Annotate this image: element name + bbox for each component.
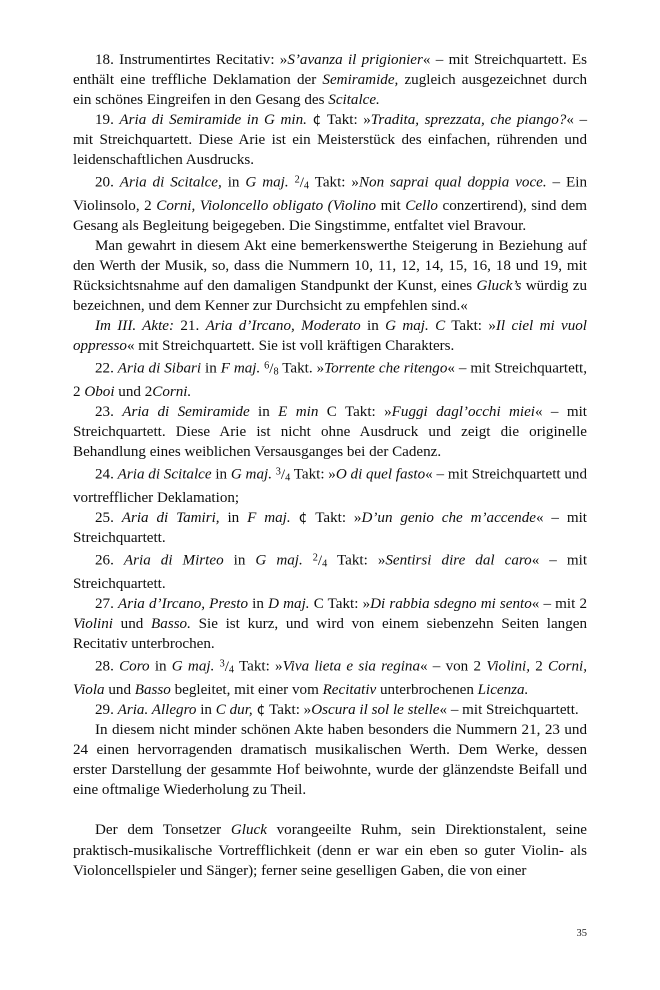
time-signature-3-4: $^3$/4: [275, 466, 291, 484]
alla-breve-icon: ¢: [256, 702, 266, 719]
italic-title: Torrente che ritengo: [324, 360, 448, 377]
italic-term: G maj.: [171, 658, 215, 675]
alla-breve-icon: ¢: [298, 510, 308, 527]
italic-term: F maj.: [247, 510, 291, 527]
time-signature-3-4: $^3$/4: [219, 658, 235, 676]
italic-term: Aria di Tamiri,: [121, 510, 220, 527]
paragraph-entry-28: 28. Coro in G maj. $^3$/4 Takt: »Viva lieta e sia regina« – von 2 Violini, 2 Corni, Viola und Basso begleitet, mit einer vom Recitativ unterbrochenen Licenza.: [73, 658, 588, 699]
text-column: [73, 50, 587, 881]
italic-term: Aria di Semiramide in G min.: [119, 112, 307, 129]
italic-title: Oscura il sol le stelle: [311, 702, 440, 719]
italic-term: Aria di Scitalce: [117, 466, 212, 483]
italic-title: O di quel fasto: [335, 466, 426, 483]
italic-title: Il ciel mi vuol oppresso: [73, 318, 587, 355]
italic-term: Gluck’s: [476, 278, 522, 295]
italic-term: Recitativ: [322, 682, 377, 699]
time-signature-2-4: $^2$/4: [294, 174, 310, 192]
italic-term: Aria d’Ircano, Moderato: [205, 318, 361, 335]
italic-title: S’avanza il prigionier: [287, 52, 423, 68]
italic-term: E min: [278, 404, 319, 421]
paragraph-entry-25: 25. Aria di Tamiri, in F maj. ¢ Takt: »D’un genio che m’accende« – mit Streichquartett.: [73, 510, 587, 547]
italic-term: Gluck: [230, 822, 267, 839]
alla-breve-icon: ¢: [312, 112, 322, 129]
italic-term: Oboi: [84, 384, 115, 401]
italic-term: Aria di Mirteo: [123, 552, 224, 569]
italic-term: Coro: [119, 658, 150, 675]
italic-term: Aria di Scitalce,: [119, 174, 222, 191]
italic-term: Licenza.: [477, 682, 529, 699]
italic-term: G maj. C: [385, 318, 446, 335]
paragraph-entry-21: Im III. Akte: 21. Aria d’Ircano, Moderato in G maj. C Takt: »Il ciel mi vuol oppresso« mit Streichquartett. Sie ist voll kräftigen Charakters.: [73, 318, 587, 355]
italic-term: Semiramide,: [322, 72, 399, 89]
italic-title: Non saprai qual doppia voce.: [358, 174, 547, 191]
italic-term: Violini,: [486, 658, 530, 675]
paragraph-entry-24: 24. Aria di Scitalce in G maj. $^3$/4 Takt: »O di quel fasto« – mit Streichquartett und vortrefflicher Deklamation;: [73, 466, 587, 507]
italic-term: Aria d’Ircano, Presto: [118, 596, 249, 613]
page-number: 35: [576, 928, 587, 939]
time-signature-2-4: $^2$/4: [312, 552, 328, 570]
italic-term: F maj.: [220, 360, 261, 377]
paragraph-entry-23: 23. Aria di Semiramide in E min C Takt: »Fuggi dagl’occhi miei« – mit Streichquartett. Diese Arie ist nicht ohne Ausdruck und zeigt die originelle Behandlung eines weiblichen Versausganges bei der Cadenz.: [73, 404, 587, 461]
italic-term: G maj.: [230, 466, 272, 483]
italic-term: Scitalce.: [328, 92, 380, 109]
italic-term: Aria di Sibari: [117, 360, 202, 377]
italic-term: Corni, Viola: [73, 658, 588, 699]
italic-term: Basso: [134, 682, 171, 699]
italic-title: D’un genio che m’accende: [361, 510, 536, 527]
italic-term: C dur,: [215, 702, 253, 719]
paragraph-entry-29: 29. Aria. Allegro in C dur, ¢ Takt: »Oscura il sol le stelle« – mit Streichquartett.: [95, 702, 579, 719]
paragraph-entry-19: 19. Aria di Semiramide in G min. ¢ Takt: »Tradita, sprezzata, che piango?« – mit Streichquartett. Diese Arie ist ein Meisterstück des einfachen, rührenden und leidenschaftlichen Ausdrucks.: [73, 112, 588, 169]
paragraph-in-diesem-akte: In diesem nicht minder schönen Akte haben besonders die Nummern 21, 23 und 24 einen hervorragenden dramatisch musikalischen Werth. Dem Werke, dessen erster Darstellung der gesammte Hof beiwohnte, wurde der glänzendste Beifall und eine oftmalige Wiederholung zu Theil.: [73, 722, 587, 799]
italic-title: Di rabbia sdegno mi sento: [370, 596, 532, 613]
italic-title: Fuggi dagl’occhi miei: [391, 404, 536, 421]
paragraph-entry-20: 20. Aria di Scitalce, in G maj. $^2$/4 Takt: »Non saprai qual doppia voce. – Ein Violinsolo, 2 Corni, Violoncello obligato (Violino mit Cello conzertirend), sind dem Gesang als Begleitung beigegeben. Die Singstimme, entfaltet viel Bravour.: [73, 174, 587, 235]
paragraph-entry-27: 27. Aria d’Ircano, Presto in D maj. C Takt: »Di rabbia sdegno mi sento« – mit 2 Violini und Basso. Sie ist kurz, und wird von einem siebenzehn Seiten langen Recitativ unterbrochen.: [73, 596, 588, 653]
paragraph-man-gewahrt: Man gewahrt in diesem Akt eine bemerkenswerthe Steigerung in Beziehung auf den Werth der Musik, so, dass die Nummern 10, 11, 12, 14, 15, 16, 18 und 19, mit Rücksichtsnahme auf den damaligen Standpunkt der Kunst, eines Gluck’s würdig zu bezeichnen, und dem Kenner zur Durchsicht zu empfehlen sind.«: [73, 238, 587, 315]
italic-term: Violini: [73, 616, 113, 633]
paragraph-entry-18: 18. Instrumentirtes Recitativ: »S’avanza il prigionier« – mit Streichquartett. Es enthält eine treffliche Deklamation der Semiramide, zugleich ausgezeichnet durch ein schönes Eingreifen in den Gesang des Scitalce.: [73, 52, 588, 109]
italic-term: Aria di Semiramide: [122, 404, 250, 421]
italic-term: Aria. Allegro: [117, 702, 197, 719]
paragraph-entry-22: 22. Aria di Sibari in F maj. $^6$/8 Takt. »Torrente che ritengo« – mit Streichquartett, 2 Oboi und 2Corni.: [73, 360, 587, 401]
italic-act-heading: Im III. Akte:: [95, 318, 175, 335]
italic-title: Tradita, sprezzata, che piango?: [370, 112, 567, 129]
italic-term: Corni, Violoncello obligato (Violino: [156, 198, 377, 215]
time-signature-6-8: $^6$/8: [264, 360, 279, 378]
italic-term: D maj.: [268, 596, 310, 613]
italic-term: G maj.: [245, 174, 289, 191]
italic-term: Basso.: [151, 616, 191, 633]
italic-term: Corni.: [152, 384, 192, 401]
italic-term: Cello: [405, 198, 438, 215]
italic-term: G maj.: [255, 552, 303, 569]
italic-title: Sentirsi dire dal caro: [385, 552, 532, 569]
italic-title: Viva lieta e sia regina: [282, 658, 421, 675]
paragraph-entry-26: 26. Aria di Mirteo in G maj. $^2$/4 Takt: »Sentirsi dire dal caro« – mit Streichquartett.: [73, 552, 588, 593]
paragraph-der-dem-tonsetzer: Der dem Tonsetzer Gluck vorangeeilte Ruhm, sein Direktionstalent, seine praktisch-musikalische Vortrefflichkeit (denn er war ein eben so guter Violin- als Violoncellspieler und Sänger); ferner seine geselligen Gaben, die von einer: [73, 822, 587, 879]
